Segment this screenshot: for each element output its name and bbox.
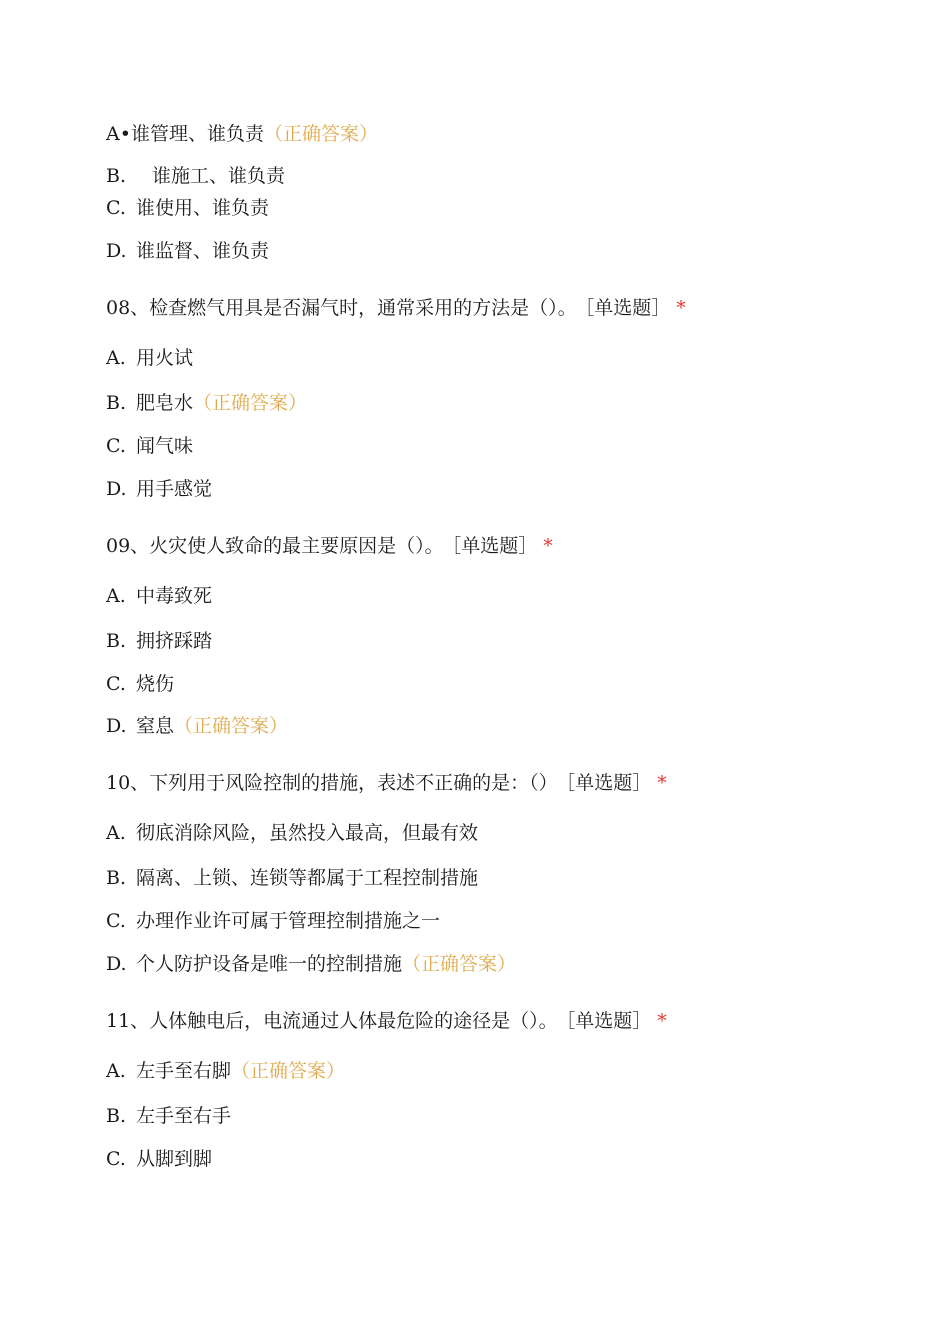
option-text: 肥皂水: [136, 392, 194, 414]
question-text: 10、下列用于风险控制的措施，表述不正确的是：（）: [106, 772, 558, 794]
option-letter: C.: [106, 910, 126, 932]
option-text: 办理作业许可属于管理控制措施之一: [136, 910, 441, 932]
option-letter: D.: [106, 953, 127, 975]
required-mark: *: [676, 297, 686, 319]
q08-option-b: [106, 391, 307, 415]
option-letter: C.: [106, 435, 126, 457]
question-type: ［单选题］: [584, 297, 671, 319]
q07-option-b: [106, 164, 285, 188]
option-letter: A•: [106, 123, 131, 145]
q09-option-b: [106, 629, 212, 653]
question-text: 11、人体触电后，电流通过人体最危险的途径是（）。: [106, 1010, 558, 1032]
correct-answer-tag: （正确答案）: [174, 715, 289, 737]
question-09-title: [106, 534, 553, 558]
q08-option-d: [106, 477, 212, 501]
option-letter: A.: [106, 822, 126, 844]
option-letter: D.: [106, 715, 127, 737]
question-type: ［单选题］: [565, 772, 652, 794]
correct-answer-tag: （正确答案）: [263, 123, 378, 145]
option-text: 个人防护设备是唯一的控制措施: [136, 953, 403, 975]
option-letter: A.: [106, 347, 126, 369]
option-text: 谁使用、谁负责: [136, 197, 270, 219]
q10-option-a: [106, 821, 478, 845]
option-letter: C.: [106, 197, 126, 219]
option-letter: A.: [106, 585, 126, 607]
option-text: 用火试: [136, 347, 194, 369]
q10-option-b: [106, 866, 478, 890]
option-text: 从脚到脚: [136, 1148, 213, 1170]
q09-option-a: [106, 584, 212, 608]
option-letter: B.: [106, 165, 127, 187]
option-letter: C.: [106, 673, 126, 695]
q07-option-c: [106, 196, 269, 220]
question-type: ［单选题］: [565, 1010, 652, 1032]
option-text: 左手至右脚: [136, 1060, 232, 1082]
question-10-title: [106, 771, 667, 795]
question-11-title: [106, 1009, 667, 1033]
option-text: 左手至右手: [136, 1105, 232, 1127]
option-text: 彻底消除风险，虽然投入最高，但最有效: [136, 822, 479, 844]
q08-option-c: [106, 434, 193, 458]
required-mark: *: [657, 1010, 667, 1032]
option-text: 隔离、上锁、连锁等都属于工程控制措施: [136, 867, 479, 889]
q10-option-c: [106, 909, 440, 933]
required-mark: *: [657, 772, 667, 794]
option-text: 烧伤: [136, 673, 175, 695]
option-letter: B.: [106, 1105, 127, 1127]
q10-option-d: [106, 952, 516, 976]
q08-option-a: [106, 346, 193, 370]
option-text: 中毒致死: [136, 585, 213, 607]
correct-answer-tag: （正确答案）: [402, 953, 517, 975]
q11-option-c: [106, 1147, 212, 1171]
q11-option-a: [106, 1059, 345, 1083]
q09-option-c: [106, 672, 174, 696]
option-text: 谁施工、谁负责: [146, 165, 286, 187]
q07-option-a: [106, 122, 378, 146]
option-letter: A.: [106, 1060, 126, 1082]
option-letter: B.: [106, 630, 127, 652]
option-letter: D.: [106, 240, 127, 262]
q09-option-d: [106, 714, 288, 738]
q07-option-d: [106, 239, 269, 263]
option-letter: B.: [106, 392, 127, 414]
option-text: 谁监督、谁负责: [136, 240, 270, 262]
q11-option-b: [106, 1104, 231, 1128]
option-letter: C.: [106, 1148, 126, 1170]
option-text: 用手感觉: [136, 478, 213, 500]
option-text: 闻气味: [136, 435, 194, 457]
option-text: 拥挤踩踏: [136, 630, 213, 652]
question-type: ［单选题］: [451, 535, 538, 557]
question-08-title: [106, 296, 686, 320]
correct-answer-tag: （正确答案）: [231, 1060, 346, 1082]
option-letter: B.: [106, 867, 127, 889]
required-mark: *: [543, 535, 553, 557]
correct-answer-tag: （正确答案）: [193, 392, 308, 414]
question-text: 08、检查燃气用具是否漏气时，通常采用的方法是（）。: [106, 297, 577, 319]
option-text: 窒息: [136, 715, 175, 737]
option-text: 谁管理、谁负责: [130, 123, 264, 145]
question-text: 09、火灾使人致命的最主要原因是（）。: [106, 535, 444, 557]
option-letter: D.: [106, 478, 127, 500]
